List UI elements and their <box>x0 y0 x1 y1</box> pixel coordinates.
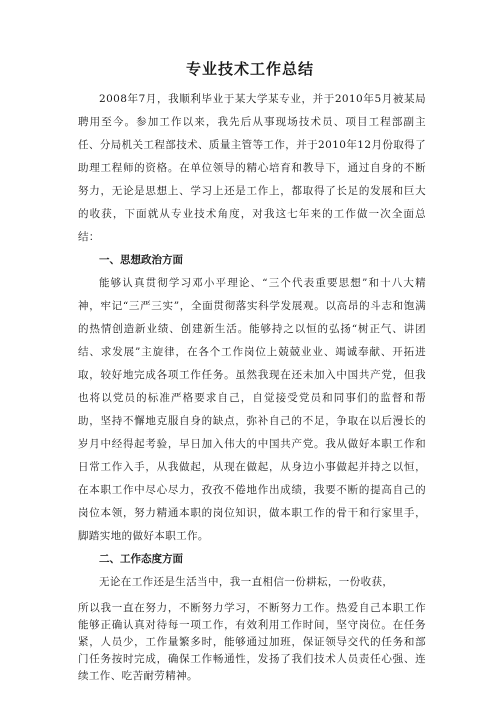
section-heading-attitude: 二、工作态度方面 <box>99 553 183 565</box>
attitude-lead-paragraph: 无论在工作还是生活当中，我一直相信一份耕耘，一份收获， <box>99 576 394 588</box>
document-body <box>78 88 426 685</box>
section-heading-political: 一、思想政治方面 <box>99 254 183 266</box>
intro-paragraph: 2008年7月，我顺利毕业于某大学某专业，并于2010年5月被某局聘用至今。参加工作以来，我先后从事现场技术员、项目工程部副主任、分局机关工程部技术、质量主管等工作，并于2010年12月份取得了助理工程师的资格。在单位领导的精心培育和教导下，通过自身的不断努力，无论是思想上、学习上还是工作上，都取得了长足的发展和巨大的收获，下面就从专业技术角度，对我这七年来的工作做一次全面总结： <box>78 93 426 243</box>
attitude-paragraph: 所以我一直在努力，不断努力学习，不断努力工作。热爱自己本职工作能够正确认真对待每一项工作，有效利用工作时间，坚守岗位。在任务紧，人员少，工作量繁多时，能够通过加班，保证领导交代的任务和部门任务按时完成，确保工作畅通性，发扬了我们技术人员责任心强、连续工作、吃苦耐劳精神。 <box>78 602 426 682</box>
document-title: 专业技术工作总结 <box>185 60 314 78</box>
political-paragraph: 能够认真贯彻学习邓小平理论、“三个代表重要思想”和十八大精神，牢记“三严三实”，全面贯彻落实科学发展观。以高昂的斗志和饱满的热情创造新业绩、创建新生活。能够持之以恒的弘扬“树正气、讲团结、求发展”主旋律，在各个工作岗位上兢兢业业、竭诚奉献、开拓进取，较好地完成各项工作任务。虽然我现在还未加入中国共产党，但我也将以党员的标准严格要求自己，自觉接受党员和同事们的监督和帮助，坚持不懈地克服自身的缺点，弥补自己的不足，争取在以后漫长的岁月中经得起考验，早日加入伟大的中国共产党。我从做好本职工作和日常工作入手，从我做起，从现在做起，从身边小事做起并持之以恒，在本职工作中尽心尽力，孜孜不倦地作出成绩，我要不断的提高自己的岗位本领，努力精通本职的岗位知识，做本职工作的骨干和行家里手，脚踏实地的做好本职工作。 <box>78 277 426 542</box>
